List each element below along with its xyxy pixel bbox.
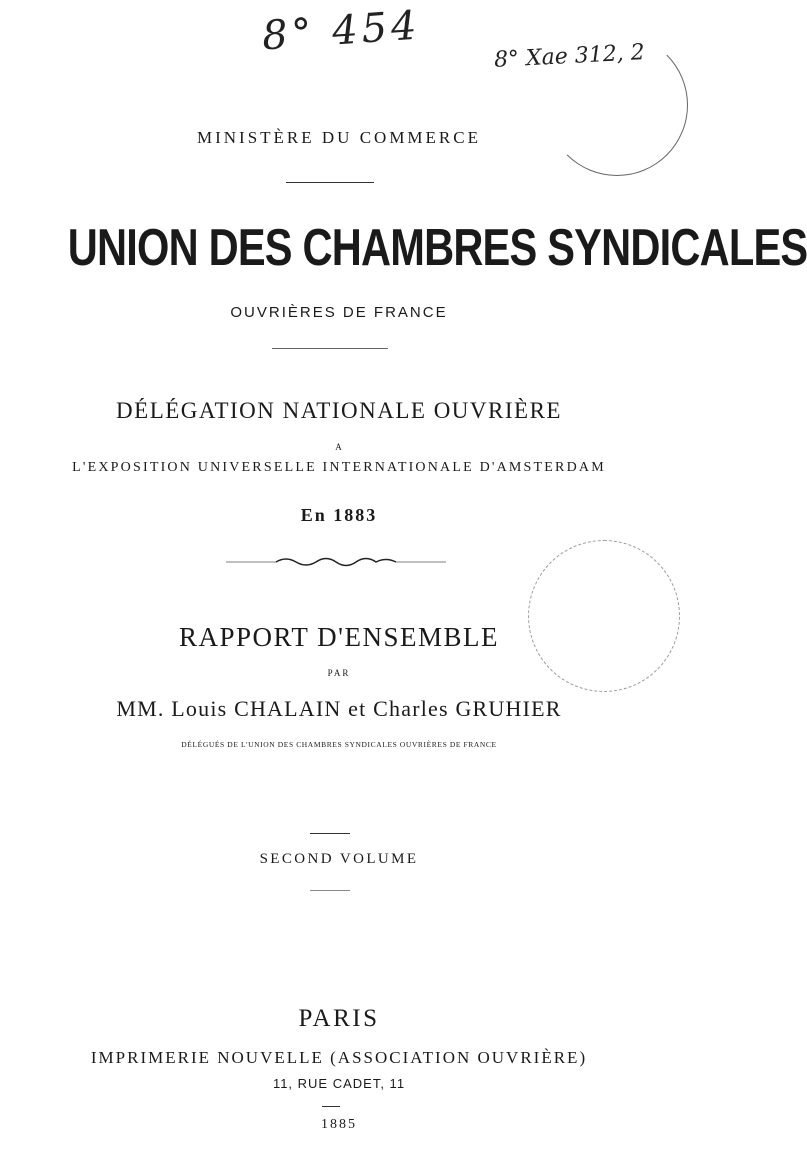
exposition-line: L'EXPOSITION UNIVERSELLE INTERNATIONALE D'AMSTERDAM [72, 460, 606, 475]
divider-rule [322, 1106, 340, 1107]
ministry-heading: MINISTÈRE DU COMMERCE [196, 128, 481, 147]
ornament-divider [226, 553, 446, 571]
authors-role: DÉLÉGUÉS DE L'UNION DES CHAMBRES SYNDICALES OUVRIÈRES DE FRANCE [181, 740, 497, 749]
preposition: A [335, 442, 343, 452]
exposition-year: En 1883 [300, 505, 378, 525]
authors-line: MM. Louis CHALAIN et Charles GRUHIER [116, 696, 562, 721]
subtitle: OUVRIÈRES DE FRANCE [230, 304, 448, 321]
library-stamp-top [546, 34, 688, 176]
imprint-city: PARIS [298, 1005, 380, 1032]
imprint-year: 1885 [321, 1117, 357, 1132]
handwritten-shelfmark-right: 8° Xae 312, 2 [493, 40, 646, 73]
divider-rule [310, 890, 350, 891]
report-title: RAPPORT D'ENSEMBLE [178, 622, 500, 652]
imprint-address: 11, RUE CADET, 11 [272, 1076, 406, 1091]
main-title: UNION DES CHAMBRES SYNDICALES [67, 219, 807, 277]
divider-rule [310, 833, 350, 834]
handwritten-shelfmark-top: 8° 454 [260, 2, 422, 60]
divider-rule [286, 182, 374, 183]
imprint-printer: IMPRIMERIE NOUVELLE (ASSOCIATION OUVRIÈRE) [90, 1048, 588, 1067]
divider-rule [272, 348, 388, 349]
by-label: PAR [327, 668, 351, 678]
delegation-heading: DÉLÉGATION NATIONALE OUVRIÈRE [116, 398, 562, 423]
volume-label: SECOND VOLUME [259, 851, 419, 867]
